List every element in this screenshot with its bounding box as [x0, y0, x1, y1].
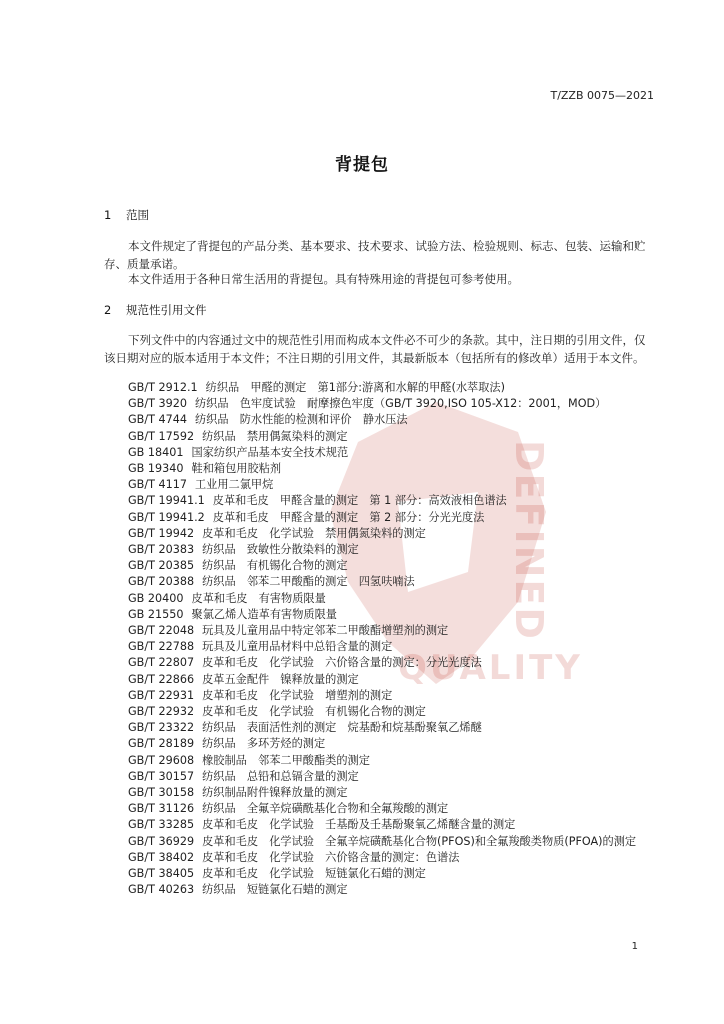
section-2-title: 规范性引用文件 [126, 303, 207, 317]
reference-item: GB/T 38405 皮革和毛皮 化学试验 短链氯化石蜡的测定 [128, 867, 426, 881]
reference-item: GB/T 22866 皮革五金配件 镍释放量的测定 [128, 672, 359, 686]
reference-item: GB/T 30157 纺织品 总铅和总镉含量的测定 [128, 769, 359, 783]
section-1-paragraph-2: 本文件适用于各种日常生活用的背提包。具有特殊用途的背提包可参考使用。 [128, 272, 519, 286]
reference-item: GB/T 22048 玩具及儿童用品中特定邻苯二甲酸酯增塑剂的测定 [128, 624, 449, 638]
reference-item: GB/T 4117 工业用二氯甲烷 [128, 478, 274, 492]
reference-item: GB 21550 聚氯乙烯人造革有害物质限量 [128, 607, 337, 621]
reference-item: GB 20400 皮革和毛皮 有害物质限量 [128, 591, 326, 605]
reference-item: GB/T 22931 皮革和毛皮 化学试验 增塑剂的测定 [128, 688, 393, 702]
section-1-title: 范围 [126, 208, 149, 222]
section-1-number: 1 [104, 208, 112, 222]
reference-item: GB/T 17592 纺织品 禁用偶氮染料的测定 [128, 429, 348, 443]
reference-item: GB 19340 鞋和箱包用胶粘剂 [128, 462, 282, 476]
reference-item: GB/T 28189 纺织品 多环芳烃的测定 [128, 737, 326, 751]
reference-item: GB/T 19942 皮革和毛皮 化学试验 禁用偶氮染料的测定 [128, 526, 426, 540]
page-title: 背提包 [335, 155, 389, 175]
reference-item: GB/T 31126 纺织品 全氟辛烷磺酰基化合物和全氟羧酸的测定 [128, 802, 449, 816]
reference-item: GB/T 30158 纺织制品附件镍释放量的测定 [128, 786, 348, 800]
reference-item: GB/T 33285 皮革和毛皮 化学试验 壬基酚及壬基酚聚氧乙烯醚含量的测定 [128, 818, 516, 832]
reference-item: GB/T 23322 纺织品 表面活性剂的测定 烷基酚和烷基酚聚氧乙烯醚 [128, 721, 482, 735]
reference-item: GB/T 22807 皮革和毛皮 化学试验 六价铬含量的测定：分光光度法 [128, 656, 482, 670]
reference-item: GB/T 20383 纺织品 致敏性分散染料的测定 [128, 543, 359, 557]
reference-item: GB 18401 国家纺织产品基本安全技术规范 [128, 445, 349, 459]
reference-item: GB/T 38402 皮革和毛皮 化学试验 六价铬含量的测定：色谱法 [128, 850, 460, 864]
reference-item: GB/T 29608 橡胶制品 邻苯二甲酸酯类的测定 [128, 753, 370, 767]
reference-item: GB/T 40263 纺织品 短链氯化石蜡的测定 [128, 883, 348, 897]
reference-item: GB/T 2912.1 纺织品 甲醛的测定 第1部分:游离和水解的甲醛(水萃取法) [128, 381, 505, 394]
reference-item: GB/T 19941.1 皮革和毛皮 甲醛含量的测定 第 1 部分：高效液相色谱法 [128, 494, 507, 508]
reference-item: GB/T 22932 皮革和毛皮 化学试验 有机锡化合物的测定 [128, 705, 426, 719]
reference-item: GB/T 36929 皮革和毛皮 化学试验 全氟辛烷磺酰基化合物(PFOS)和全氟羧酸类物质(PFOA)的测定 [128, 834, 637, 848]
reference-item: GB/T 22788 玩具及儿童用品材料中总铅含量的测定 [128, 640, 393, 654]
section-2-number: 2 [104, 303, 112, 317]
reference-item: GB/T 20388 纺织品 邻苯二甲酸酯的测定 四氢呋喃法 [128, 575, 415, 589]
reference-item: GB/T 4744 纺织品 防水性能的检测和评价 静水压法 [128, 413, 408, 427]
section-1-paragraph-1: 本文件规定了背提包的产品分类、基本要求、技术要求、试验方法、检验规则、标志、包装、运输和贮存、质量承诺。 [104, 239, 646, 271]
reference-item: GB/T 20385 纺织品 有机锡化合物的测定 [128, 559, 348, 573]
watermark-text-vertical: DEFINED [507, 440, 551, 641]
reference-item: GB/T 3920 纺织品 色牢度试验 耐摩擦色牢度（GB/T 3920,ISO 105-X12：2001，MOD） [128, 397, 607, 411]
section-1-heading [104, 207, 149, 223]
reference-item: GB/T 19941.2 皮革和毛皮 甲醛含量的测定 第 2 部分：分光光度法 [128, 510, 485, 524]
watermark-text-horizontal: QUALITY [398, 648, 583, 688]
page-number: 1 [631, 941, 638, 952]
reference-list [104, 380, 664, 899]
section-2-heading [104, 302, 207, 318]
standard-code: T/ZZB 0075—2021 [550, 89, 654, 102]
section-2-intro: 下列文件中的内容通过文中的规范性引用而构成本文件必不可少的条款。其中，注日期的引用文件，仅该日期对应的版本适用于本文件；不注日期的引用文件，其最新版本（包括所有的修改单）适用于本文件。 [104, 333, 646, 365]
